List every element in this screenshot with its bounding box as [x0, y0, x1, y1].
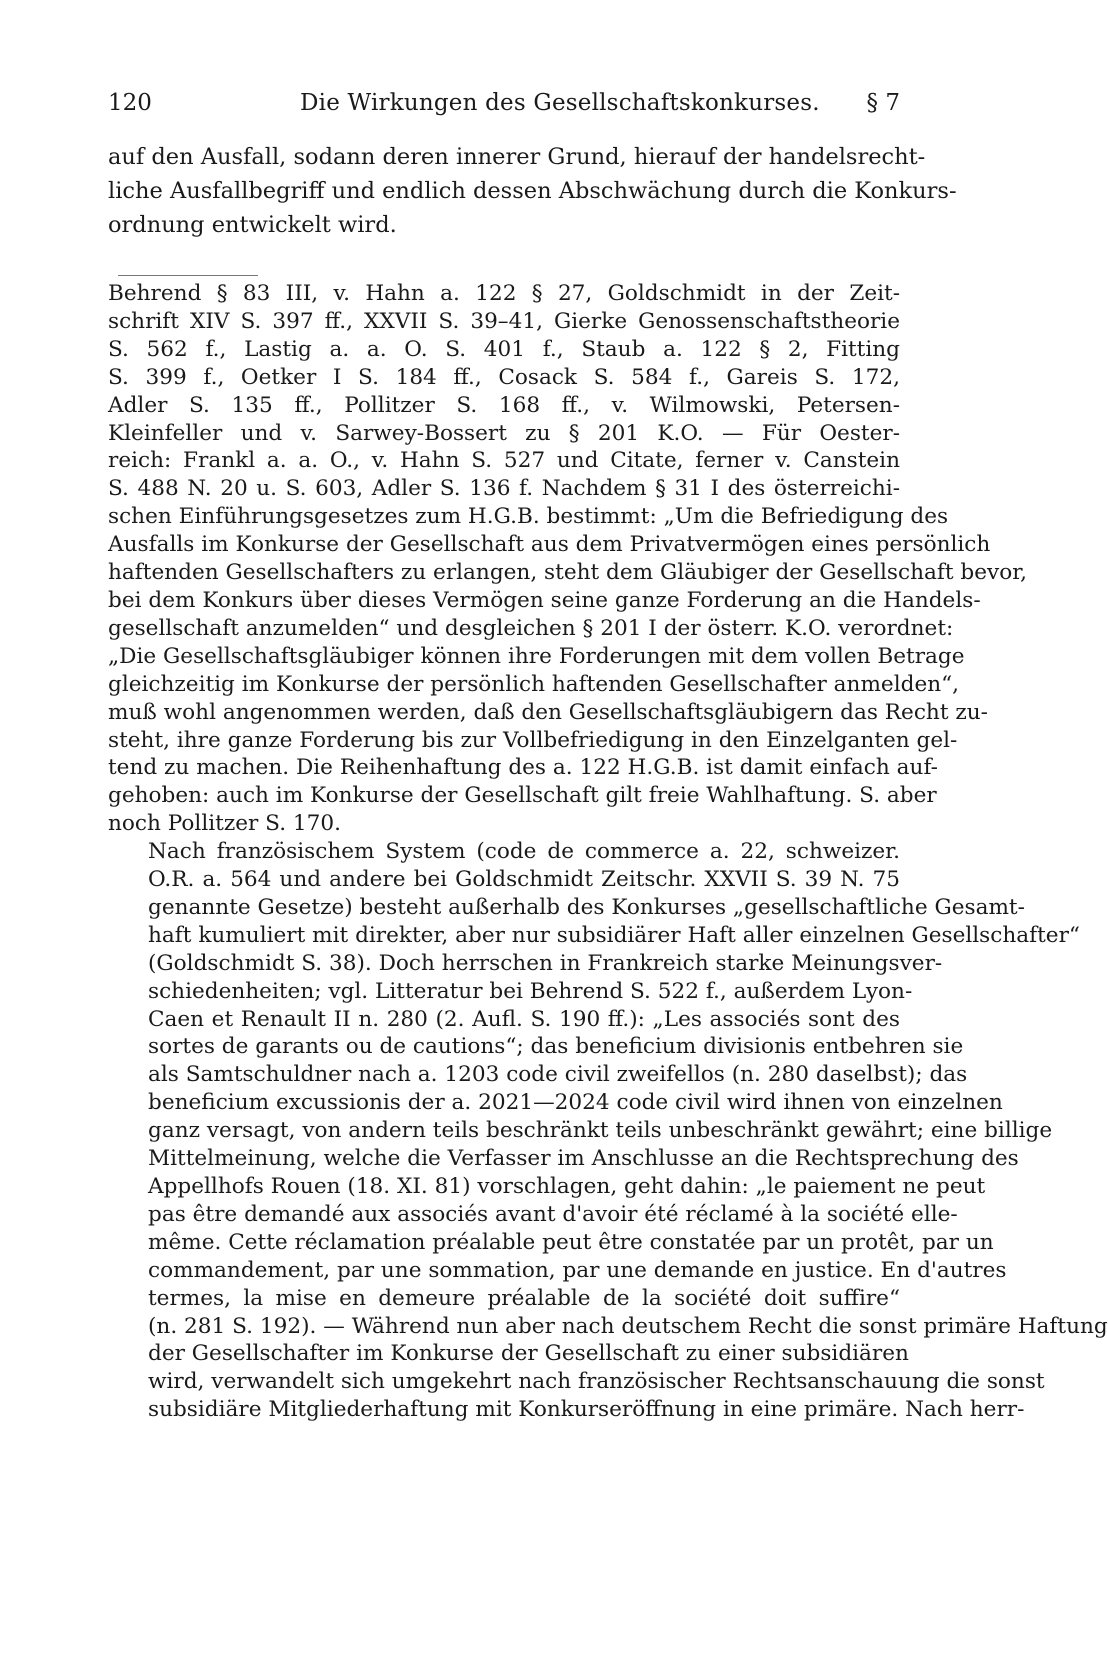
text-line: steht, ihre ganze Forderung bis zur Vollbefriedigung in den Einzelganten gel- — [108, 727, 958, 753]
text-line: haft kumuliert mit direkter, aber nur subsidiärer Haft aller einzelnen Gesellschafter“ — [148, 922, 1080, 948]
text-line: Caen et Renault II n. 280 (2. Aufl. S. 190 ff.): „Les associés sont des — [148, 1006, 900, 1032]
text-line: liche Ausfallbegriff und endlich dessen Abschwächung durch die Konkurs- — [108, 178, 957, 204]
text-line: gleichzeitig im Konkurse der persönlich haftenden Gesellschafter anmelden“, — [108, 671, 960, 697]
text-line: sortes de garants ou de cautions“; das beneficium divisionis entbehren sie — [148, 1034, 964, 1060]
section-mark: § 7 — [866, 90, 900, 116]
intro-paragraph — [108, 140, 957, 242]
text-line: gesellschaft anzumelden“ und desgleichen § 201 I der österr. K.O. verordnet: — [108, 615, 954, 641]
text-line: Adler S. 135 ff., Pollitzer S. 168 ff., v. Wilmowski, Petersen- — [108, 392, 900, 418]
text-line: Mittelmeinung, welche die Verfasser im Anschlusse an die Rechtsprechung des — [148, 1146, 1019, 1172]
footnote-paragraph-2 — [108, 838, 1108, 1424]
text-line: der Gesellschafter im Konkurse der Gesellschaft zu einer subsidiären — [148, 1341, 909, 1367]
text-line: Kleinfeller und v. Sarwey-Bossert zu § 201 K.O. — Für Oester- — [108, 420, 900, 446]
text-line: ordnung entwickelt wird. — [108, 212, 397, 238]
text-line: „Die Gesellschaftsgläubiger können ihre Forderungen mit dem vollen Betrage — [108, 643, 965, 669]
text-line: Behrend § 83 III, v. Hahn a. 122 § 27, Goldschmidt in der Zeit- — [108, 281, 900, 306]
footnote-paragraph-1 — [108, 280, 1028, 838]
text-line: (Goldschmidt S. 38). Doch herrschen in Frankreich starke Meinungsver- — [148, 950, 943, 976]
text-line: pas être demandé aux associés avant d'avoir été réclamé à la société elle- — [148, 1201, 958, 1227]
text-line: schen Einführungsgesetzes zum H.G.B. bestimmt: „Um die Befriedigung des — [108, 504, 949, 530]
text-line: subsidiäre Mitgliederhaftung mit Konkurseröffnung in eine primäre. Nach herr- — [148, 1397, 1025, 1423]
text-line: termes, la mise en demeure préalable de la société doit suffire“ — [148, 1285, 900, 1311]
text-line: schiedenheiten; vgl. Litteratur bei Behrend S. 522 f., außerdem Lyon- — [148, 978, 913, 1004]
text-line: Ausfalls im Konkurse der Gesellschaft aus dem Privatvermögen eines persönlich — [108, 532, 991, 558]
text-line: haftenden Gesellschafters zu erlangen, steht dem Gläubiger der Gesellschaft bevor, — [108, 560, 1028, 586]
text-line: auf den Ausfall, sodann deren innerer Grund, hierauf der handelsrecht- — [108, 144, 926, 170]
text-line: wird, verwandelt sich umgekehrt nach französischer Rechtsanschauung die sonst — [148, 1369, 1045, 1395]
text-line: ganz versagt, von andern teils beschränkt teils unbeschränkt gewährt; eine billige — [148, 1118, 1053, 1144]
footnote-divider — [118, 275, 258, 276]
text-line: tend zu machen. Die Reihenhaftung des a. 122 H.G.B. ist damit einfach auf- — [108, 755, 938, 781]
text-line: bei dem Konkurs über dieses Vermögen seine ganze Forderung an die Handels- — [108, 587, 981, 613]
footnote-block — [108, 280, 1108, 1424]
text-line: reich: Frankl a. a. O., v. Hahn S. 527 und Citate, ferner v. Canstein — [108, 448, 900, 474]
text-line: Nach französischem System (code de commerce a. 22, schweizer. — [148, 839, 900, 865]
page-header — [108, 86, 900, 120]
text-line: gehoben: auch im Konkurse der Gesellschaft gilt freie Wahlhaftung. S. aber — [108, 783, 937, 809]
text-line: S. 399 f., Oetker I S. 184 ff., Cosack S. 584 f., Gareis S. 172, — [108, 364, 900, 390]
text-line: S. 562 f., Lastig a. a. O. S. 401 f., Staub a. 122 § 2, Fitting — [108, 336, 900, 362]
text-line: muß wohl angenommen werden, daß den Gesellschaftsgläubigern das Recht zu- — [108, 699, 988, 725]
text-line: même. Cette réclamation préalable peut être constatée par un protêt, par un — [148, 1229, 994, 1255]
text-line: beneficium excussionis der a. 2021—2024 code civil wird ihnen von einzelnen — [148, 1090, 1003, 1116]
text-line: (n. 281 S. 192). — Während nun aber nach deutschem Recht die sonst primäre Haftung — [148, 1313, 1108, 1339]
text-line: genannte Gesetze) besteht außerhalb des Konkurses „gesellschaftliche Gesamt- — [148, 894, 1025, 920]
text-line: commandement, par une sommation, par une demande en justice. En d'autres — [148, 1257, 1007, 1283]
text-line: Appellhofs Rouen (18. XI. 81) vorschlagen, geht dahin: „le paiement ne peut — [148, 1174, 986, 1199]
page-number: 120 — [108, 90, 152, 116]
text-line: O.R. a. 564 und andere bei Goldschmidt Zeitschr. XXVII S. 39 N. 75 — [148, 867, 900, 893]
text-line: schrift XIV S. 397 ff., XXVII S. 39–41, Gierke Genossenschaftstheorie — [108, 308, 900, 334]
text-line: S. 488 N. 20 u. S. 603, Adler S. 136 f. Nachdem § 31 I des österreichi- — [108, 476, 900, 502]
text-line: als Samtschuldner nach a. 1203 code civil zweifellos (n. 280 daselbst); das — [148, 1062, 968, 1088]
running-title: Die Wirkungen des Gesellschaftskonkurses. — [300, 90, 820, 116]
text-line: noch Pollitzer S. 170. — [108, 811, 341, 837]
